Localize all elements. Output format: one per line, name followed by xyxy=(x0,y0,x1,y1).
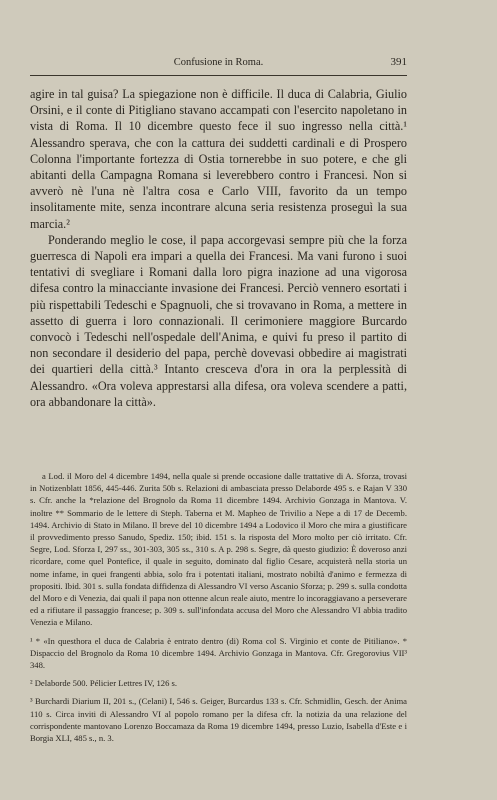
footnote-continuation: a Lod. il Moro del 4 dicembre 1494, nella quale si prende occasione dalle trattative di A. Sforza, trovasi in Notizenblatt 1856, 445-446. Zurita 50b s. Relazioni di ambasciata presso Delaborde 495 s. e Rajan V 330 s. Cfr. anche la *relazione del Brognolo da Roma 11 dicembre 1494. Archivio Gonzaga in Mantova. V. inoltre ** Sommario de le lettere di Steph. Taberna et M. Mapheo de Trivilio a Nepe a di 17 de Decemb. 1494. Archivio di Stato in Milano. Il breve del 10 dicembre 1494 a Lodovico il Moro che mira a giustificare il provvedimento presso Sanudo, Spediz. 150; ibid. 151 s. la risposta del Moro molto per ciò irritato. Cfr. Segre, Lod. Sforza I, 297 ss., 301-303, 305 ss., 310 s. A p. 298 s. Segre, dà questo giudizio: È doveroso anzi ricordare, come quel Pontefice, il quale in seguito, dominato dal figlio Cesare, acquisterà nella storia un nome infame, in quei frangenti abbia, solo fra i potentati italiani, mostrato nobiltà d'animo e fermezza di propositi. Ibid. 301 s. sulla fondata diffidenza di Alessandro VI verso Ascanio Sforza; p. 299 s. sulla condotta del Moro e di Venezia, dai quali il papa non ottenne alcun reale aiuto, mentre lo incoraggiavano a perseverare ed a rifiutare il passaggio francese; p. 309 s. sull'infondata accusa del Moro che Alessandro VI abbia tradito Venezia e Milano. xyxy=(30,471,407,628)
footnote: ² Delaborde 500. Pélicier Lettres IV, 126 s. xyxy=(30,678,178,689)
body-paragraph: Ponderando meglio le cose, il papa accorgevasi sempre più che la forza guerresca di Napoli era impari a quella dei Francesi. Ma vani furono i suoi tentativi di svegliare i Romani dalla loro pigra inazione ad una vigorosa difesa contro la minacciante invasione dei Francesi. Perciò vennero esortati i più rispettabili Tedeschi e Spagnuoli, che si trovavano in Roma, a mettere in assetto di guerra i loro connazionali. Il cerimoniere maggiore Burcardo convocò i Tedeschi nell'ospedale dell'Anima, e quivi fu preso il partito di non secondare il desiderio del papa, perchè dovevasi obbedire ai magistrati dei quartieri della città.³ Intanto cresceva d'ora in ora la perplessità di Alessandro. «Ora voleva apprestarsi alla difesa, ora voleva scendere a patti, ora abbandonare la città». xyxy=(30,232,407,409)
header-rule xyxy=(30,75,407,76)
running-title: Confusione in Roma. xyxy=(173,57,264,68)
footnote: ³ Burchardi Diarium II, 201 s., (Celani) I, 546 s. Geiger, Burcardus 133 s. Cfr. Schmidlin, Gesch. der Anima 110 s. Circa inviti di Alessandro VI al popolo romano per la difesa cfr. la notizia da una relazione del corrispondente mantovano Lorenzo Boccamaza da Roma 19 dicembre 1494, presso Luzio, Isabella d'Este e i Borgia XLI, 485 s., n. 3. xyxy=(30,696,407,744)
footnote: ¹ * «In questhora el duca de Calabria è entrato dentro (di) Roma col S. Virginio et conte de Pitiliano». * Dispaccio del Brognolo da Roma 10 dicembre 1494. Archivio Gonzaga in Mantova. Cfr. Gregorovius VII³ 348. xyxy=(30,635,407,671)
footnotes xyxy=(30,470,407,744)
page-number: 391 xyxy=(390,56,407,68)
page-header xyxy=(30,56,407,72)
body-paragraph: agire in tal guisa? La spiegazione non è difficile. Il duca di Calabria, Giulio Orsini, e il conte di Pitigliano stavano accampati con l'esercito napoletano in vista di Roma. Il 10 dicembre questo fece il suo ingresso nella città.¹ Alessandro sperava, che con la cattura dei suddetti cardinali e di Prospero Colonna l'importante fortezza di Ostia tornerebbe in suo potere, e che gli abitanti della Campagna Romana si leverebbero contro i Francesi. Non si avverò nè l'una nè l'altra cosa e Carlo VIII, favorito da un tempo insolitamente mite, senza incontrare alcuna seria resistenza proseguì la sua marcia.² xyxy=(30,87,407,231)
main-text xyxy=(30,86,407,410)
